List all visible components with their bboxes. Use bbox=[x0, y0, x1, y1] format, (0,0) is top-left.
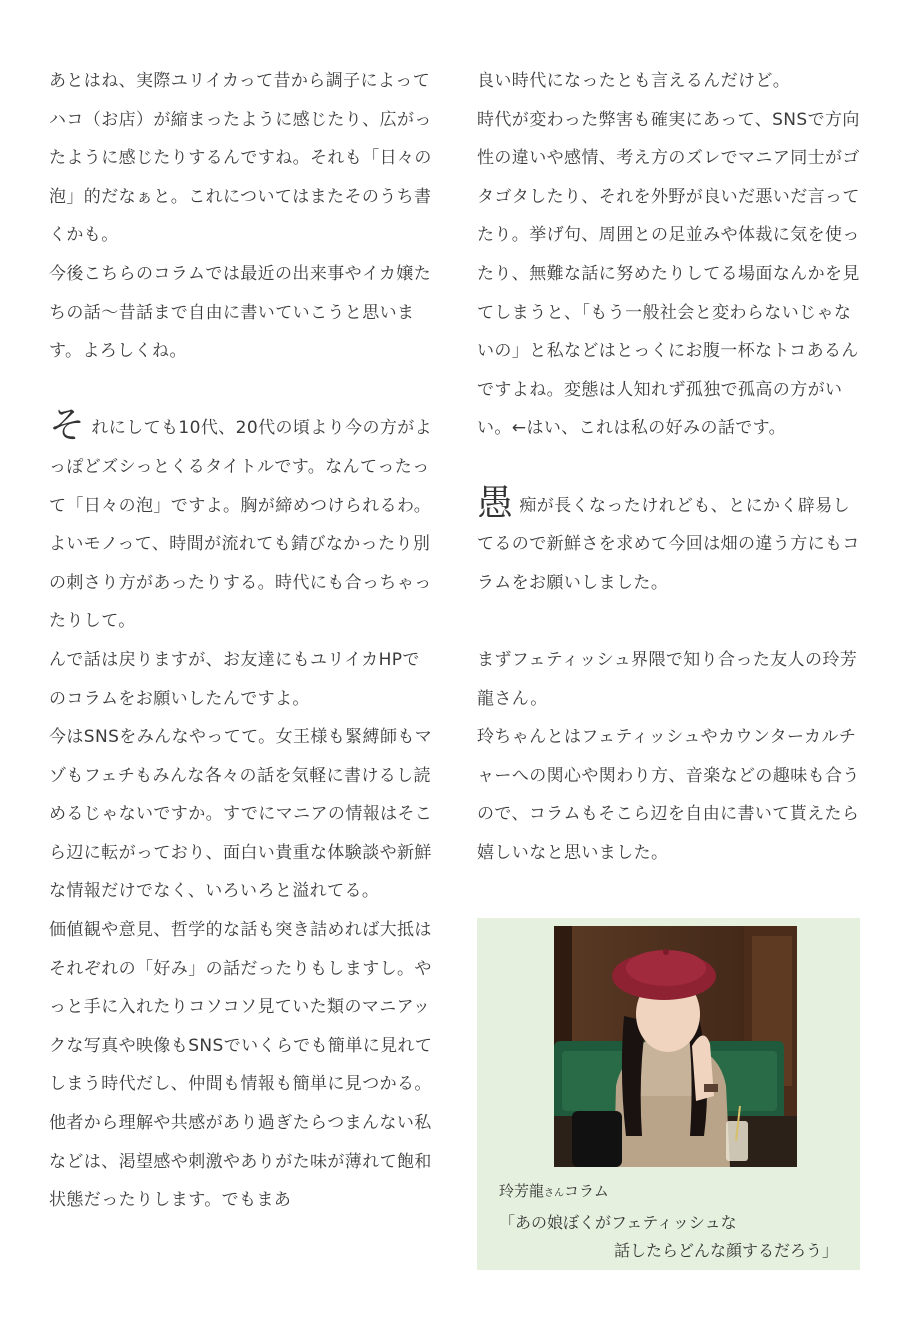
column-title-line1: 「あの娘ぼくがフェティッシュな bbox=[499, 1213, 737, 1232]
spacer bbox=[49, 371, 435, 410]
paragraph-shared-interests: 玲ちゃんとはフェティッシュやカウンターカルチャーへの関心や関わり方、音楽などの趣味も合うので、コラムもそこら辺を自由に書いて貰えたら嬉しいなと思いました。 bbox=[477, 727, 860, 863]
author-honorific: さん bbox=[544, 1188, 565, 1199]
paragraph-friends-column: んで話は戻りますが、お友達にもユリイカHPでのコラムをお願いしたんですよ。 bbox=[49, 649, 420, 709]
author-photo bbox=[554, 926, 797, 1167]
dropcap: 愚 bbox=[477, 482, 514, 524]
photo-illustration bbox=[554, 926, 797, 1167]
paragraph-text: れにしても10代、20代の頃より今の方がよっぽどズシっとくるタイトルです。なんてったって「日々の泡」ですよ。胸が締めつけられるわ。よいモノって、時間が流れても錆びなかったり別の刺さり方があったりする。時代にも合っちゃったりして。 bbox=[49, 418, 433, 632]
author-name: 玲芳龍 bbox=[499, 1182, 545, 1200]
column-caption-box bbox=[477, 918, 860, 1270]
column-author-name bbox=[499, 1180, 609, 1205]
paragraph-complaint bbox=[477, 482, 863, 603]
dropcap: そ bbox=[49, 405, 86, 447]
paragraph-good-era: 良い時代になったとも言えるんだけど。 bbox=[477, 71, 791, 91]
paragraph-ukaka-size: あとはね、実際ユリイカって昔から調子によってハコ（お店）が縮まったように感じたり、広がったように感じたりするんですね。それも「日々の泡」的だなぁと。これについてはまたそのうち書くかも。 bbox=[49, 71, 432, 246]
spacer bbox=[477, 602, 863, 641]
paragraph-title-impression bbox=[49, 405, 435, 641]
column-label: コラム bbox=[564, 1182, 609, 1200]
paragraph-sns: 今はSNSをみんなやってて。女王様も緊縛師もマゾもフェチもみんな各々の話を気軽に書けるし読めるじゃないですか。すでにマニアの情報はそこら辺に転がっており、面白い貴重な体験談や新鮮な情報だけでなく、いろいろと溢れてる。 bbox=[49, 727, 433, 902]
paragraph-column-plan: 今後こちらのコラムでは最近の出来事やイカ嬢たちの話〜昔話まで自由に書いていこうと思います。よろしくね。 bbox=[49, 263, 432, 362]
right-column bbox=[477, 62, 863, 872]
paragraph-sns-drawbacks: 時代が変わった弊害も確実にあって、SNSで方向性の違いや感情、考え方のズレでマニア同士がゴタゴタしたり、それを外野が良いだ悪いだ言ってたり。挙げ句、周囲との足並みや体裁に気を使ったり、無難な話に努めたりしてる場面なんかを見てしまうと、「もう一般社会と変わらないじゃないの」と私などはとっくにお腹一杯なトコあるんですよね。変態は人知れず孤独で孤高の方がいい。←はい、これは私の好みの話です。 bbox=[477, 109, 860, 439]
paragraph-text: 痴が長くなったけれども、とにかく辟易してるので新鮮さを求めて今回は畑の違う方にもコラムをお願いしました。 bbox=[477, 495, 860, 593]
left-column bbox=[49, 62, 435, 1220]
paragraph-introduction: まずフェティッシュ界隈で知り合った友人の玲芳龍さん。 bbox=[477, 649, 858, 709]
paragraph-values: 価値観や意見、哲学的な話も突き詰めれば大抵はそれぞれの「好み」の話だったりもしますし。やっと手に入れたりコソコソ見ていた類のマニアックな写真や映像もSNSでいくらでも簡単に見れてしまう時代だし、仲間も情報も簡単に見つかる。他者から理解や共感があり過ぎたらつまんない私などは、渇望感や刺激やありがた味が薄れて飽和状態だったりします。でもまあ bbox=[49, 920, 433, 1211]
column-title-line2: 話したらどんな顔するだろう」 bbox=[613, 1241, 838, 1260]
spacer bbox=[477, 448, 863, 487]
